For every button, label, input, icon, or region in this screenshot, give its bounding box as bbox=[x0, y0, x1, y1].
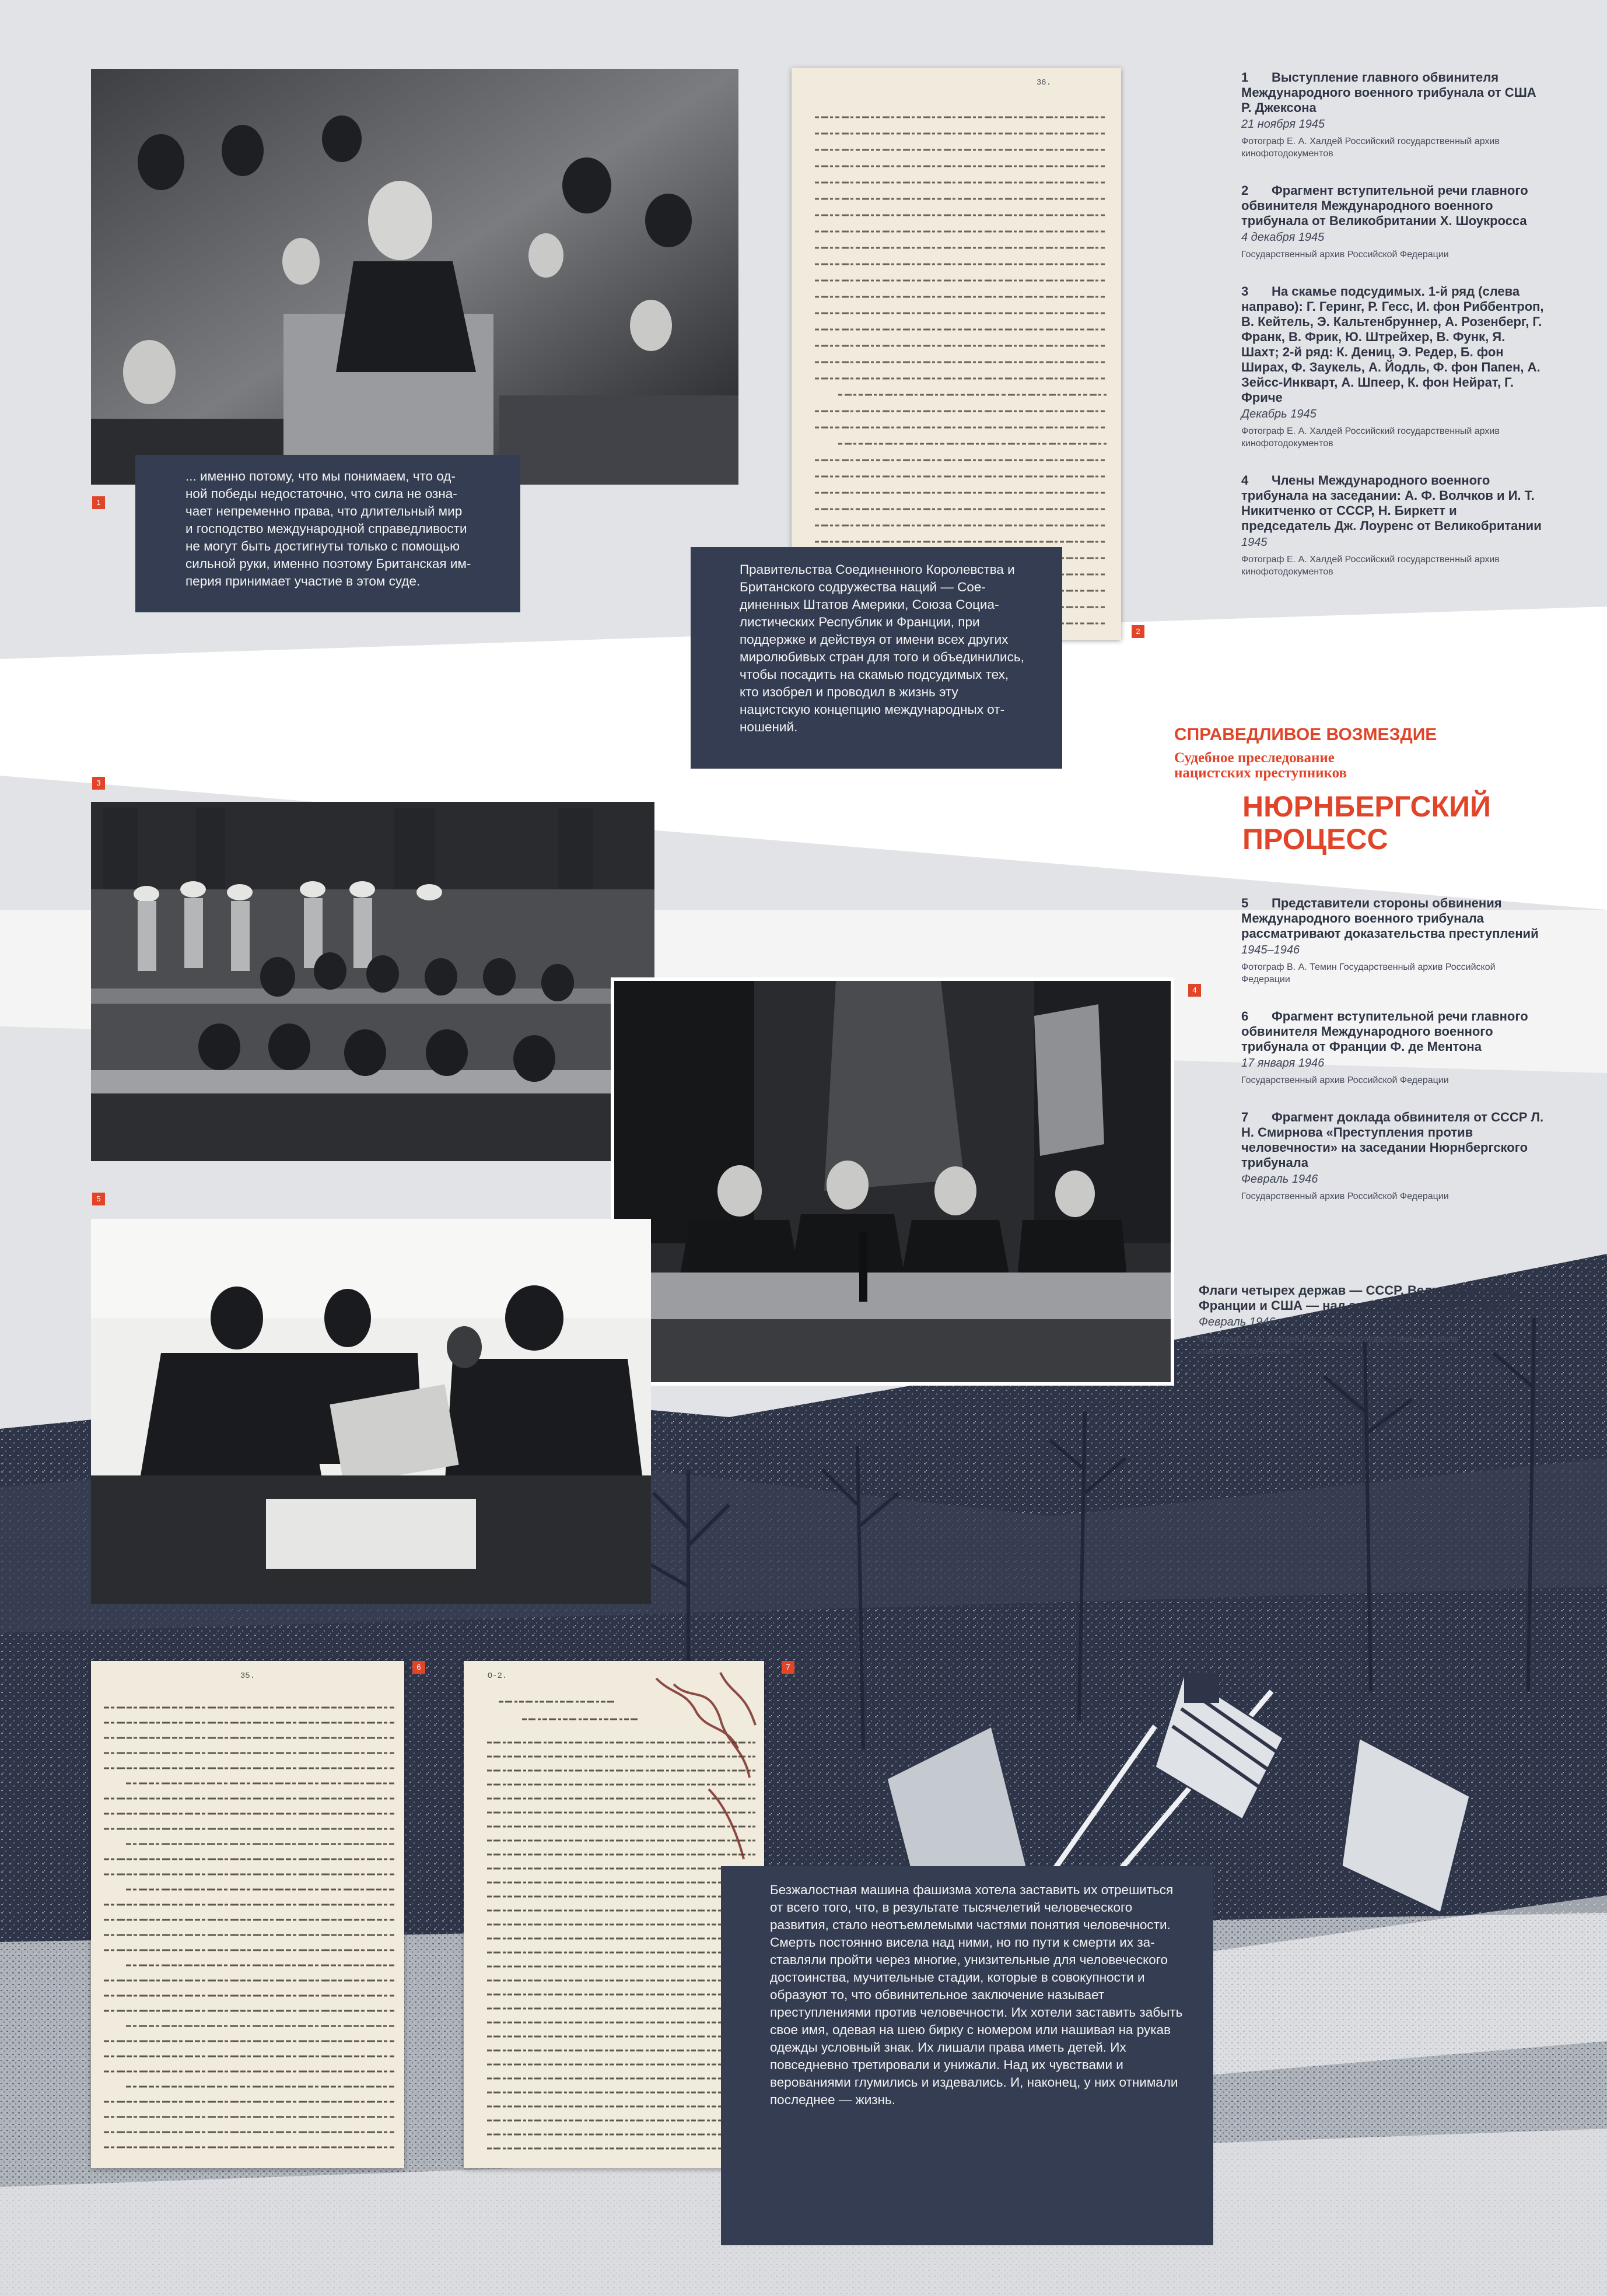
doc-page-number: О-2. bbox=[487, 1671, 507, 1681]
badge-6: 6 bbox=[412, 1661, 425, 1674]
caption-date: Февраль 1946 bbox=[1199, 1316, 1276, 1328]
caption-date: 1945 bbox=[1241, 536, 1268, 549]
badge-2: 2 bbox=[1132, 625, 1144, 638]
badge-4: 4 bbox=[1188, 984, 1201, 997]
main-title: НЮРНБЕРГСКИЙ ПРОЦЕСС bbox=[1242, 790, 1491, 856]
captions-top bbox=[1241, 70, 1545, 601]
caption-date: Декабрь 1945 bbox=[1241, 408, 1317, 420]
caption-5 bbox=[1241, 896, 1545, 986]
caption-source: Фотограф Е. А. Халдей Российский государственный архив кинофотодокументов bbox=[1241, 136, 1500, 159]
quote-governments-text: Правительства Соединенного Королевства и Британского содружества наций — Соединенных Штатов Америки, Союза Социалистических Республик и Франции, при поддержке и действуя от имени всех других миролюбивых стран для того и объединились, чтобы посадить на скамью подсудимых тех, кто изобрел и проводил в жизнь эту нацистскую концепцию международных отношений. bbox=[740, 562, 1024, 734]
caption-date: 21 ноября 1945 bbox=[1241, 118, 1325, 131]
section-subtitle: Судебное преследование нацистских преступников bbox=[1174, 750, 1347, 781]
caption-6 bbox=[1241, 1009, 1545, 1086]
caption-source: Государственный архив Российской Федерации bbox=[1241, 1191, 1449, 1201]
caption-title: Фрагмент вступительной речи главного обвинителя Международного военного трибунала от Франции Ф. де Ментона bbox=[1241, 1009, 1528, 1054]
caption-title: Флаги четырех держав — СССР, Великобритании, Франции и США — над зданием Дворца юстиции bbox=[1199, 1283, 1518, 1313]
caption-7 bbox=[1241, 1110, 1545, 1203]
caption-title: Члены Международного военного трибунала на заседании: А. Ф. Волчков и И. Т. Никитченко от СССР, Н. Биркетт и председатель Дж. Лоуренс от Великобритании bbox=[1241, 473, 1542, 533]
caption-source: Государственный архив Российской Федерации bbox=[1241, 1075, 1449, 1085]
badge-7: 7 bbox=[782, 1661, 794, 1674]
caption-source: Фотограф Е. А. Халдей Российский государственный архив кинофотодокументов bbox=[1199, 1334, 1457, 1356]
caption-source: Государственный архив Российской Федерации bbox=[1241, 250, 1449, 260]
caption-date: 17 января 1946 bbox=[1241, 1057, 1325, 1070]
captions-mid bbox=[1241, 896, 1545, 1226]
section-title: СПРАВЕДЛИВОЕ ВОЗМЕЗДИЕ bbox=[1174, 725, 1437, 744]
doc-page-number: 36. bbox=[1036, 78, 1052, 87]
badge-1: 1 bbox=[92, 496, 105, 509]
caption-date: 1945–1946 bbox=[1241, 944, 1300, 956]
photo-prosecution-evidence bbox=[91, 1219, 651, 1604]
photo-defendants-dock bbox=[91, 802, 654, 1161]
caption-4 bbox=[1241, 473, 1545, 578]
caption-date: 4 декабря 1945 bbox=[1241, 231, 1325, 244]
caption-number: 6 bbox=[1241, 1009, 1249, 1023]
caption-number: 3 bbox=[1241, 284, 1249, 299]
caption-1 bbox=[1241, 70, 1545, 160]
caption-number: 7 bbox=[1241, 1110, 1249, 1124]
quote-shawcross-text: ... именно потому, что мы понимаем, что одной победы недостаточно, что сила не означает непременно права, что длительный мир и господство международной справедливости не могут быть достигнуты только с помощью сильной руки, именно поэтому Британская империя принимает участие в этом суде. bbox=[185, 469, 471, 588]
caption-source: Фотограф Е. А. Халдей Российский государственный архив кинофотодокументов bbox=[1241, 426, 1500, 448]
photo-jackson-speech bbox=[91, 69, 738, 485]
quote-smirnov-text: Безжалостная машина фашизма хотела заставить их отрешиться от всего того, что, в результате тысячелетий человеческого развития, стало неотъемлемыми частями понятия человечности. Смерть постоянно висела над ними, но по пути к смерти их заставляли пройти через многие, унизительные для человеческого достоинства, мучительные стадии, которые в совокупности и образуют то, что обвинительное заключение называет преступлениями против человечности. Их хотели заставить забыть свое имя, одевая на шею бирку с номером или нашивая на рукав одежды условный знак. Их лишали права иметь детей. Их повседневно третировали и унижали. Над их чувствами и верованиями глумились и издевались. И, наконец, у них отнимали последнее — жизнь. bbox=[770, 1883, 1183, 2107]
quote-shawcross bbox=[135, 455, 520, 612]
caption-3 bbox=[1241, 284, 1545, 450]
photo-tribunal-members bbox=[611, 977, 1174, 1386]
caption-number: 5 bbox=[1241, 896, 1249, 910]
badge-5: 5 bbox=[92, 1193, 105, 1205]
caption-2 bbox=[1241, 183, 1545, 261]
caption-title: Фрагмент вступительной речи главного обвинителя Международного военного трибунала от Великобритании Х. Шоукросса bbox=[1241, 183, 1528, 228]
badge-3: 3 bbox=[92, 777, 105, 790]
caption-title: Представители стороны обвинения Международного военного трибунала рассматривают доказательства преступлений bbox=[1241, 896, 1539, 941]
quote-governments bbox=[691, 547, 1062, 769]
caption-number: 2 bbox=[1241, 183, 1249, 198]
caption-number: 1 bbox=[1241, 70, 1249, 85]
caption-source: Фотограф Е. А. Халдей Российский государственный архив кинофотодокументов bbox=[1241, 555, 1500, 577]
caption-title: Выступление главного обвинителя Международного военного трибунала от США Р. Джексона bbox=[1241, 70, 1536, 115]
caption-title: На скамье подсудимых. 1-й ряд (слева направо): Г. Геринг, Р. Гесс, И. фон Риббентроп, В. Кейтель, Э. Кальтенбруннер, А. Розенберг, Г. Франк, В. Фрик, Ю. Штрейхер, В. Функ, Я. Шахт; 2-й ряд: К. Дениц, Э. Редер, Б. фон Ширах, Ф. Заукель, А. Йодль, Ф. фон Папен, А. Зейсс-Инкварт, А. Шпеер, К. фон Нейрат, Г. Фриче bbox=[1241, 284, 1544, 405]
caption-number: 4 bbox=[1241, 473, 1249, 488]
caption-flags bbox=[1199, 1283, 1525, 1358]
caption-date: Февраль 1946 bbox=[1241, 1173, 1318, 1186]
caption-title: Фрагмент доклада обвинителя от СССР Л. Н. Смирнова «Преступления против человечности» на заседании Нюрнбергского трибунала bbox=[1241, 1110, 1544, 1170]
document-de-menthon-speech bbox=[91, 1661, 404, 2168]
quote-smirnov bbox=[721, 1866, 1213, 2245]
document-smirnov-report bbox=[464, 1661, 764, 2168]
doc-page-number: 35. bbox=[240, 1671, 255, 1681]
caption-source: Фотограф В. А. Темин Государственный архив Российской Федерации bbox=[1241, 962, 1496, 984]
